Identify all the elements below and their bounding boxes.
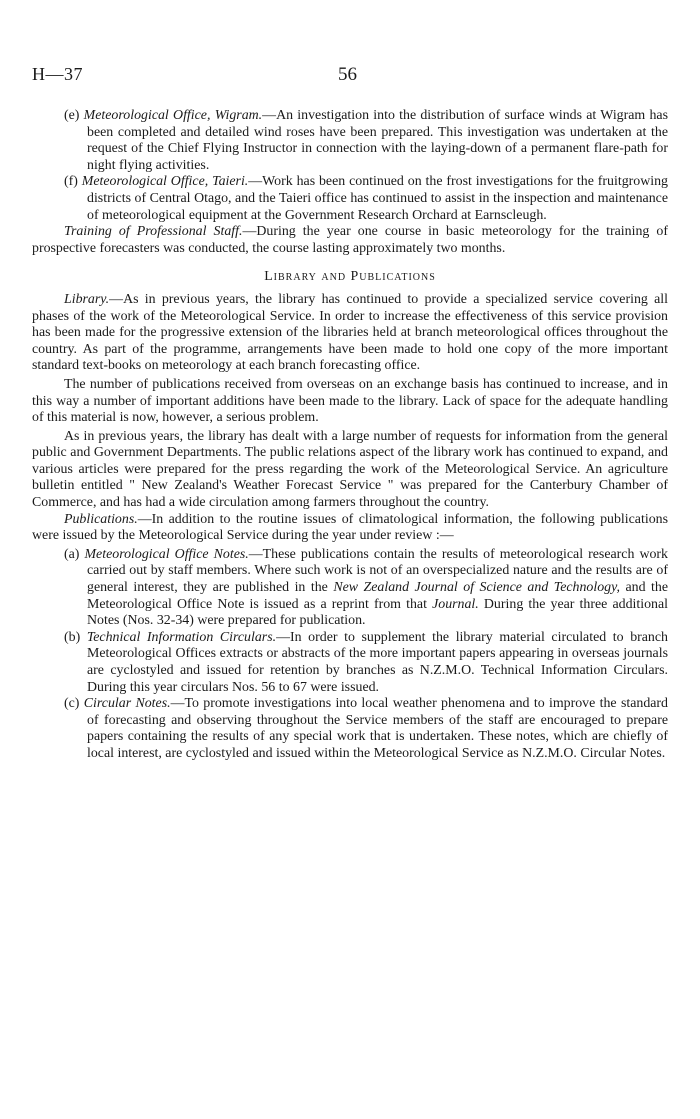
paragraph-title: Training of Professional Staff. [64,224,243,240]
item-a-office-notes: (a) Meteorological Office Notes.—These publications contain the results of meteorological research work carried out by staff members. Where such work is not of an overspecialized nature and the results are of general interest, they are published in the New Zealand Journal of Science and Technology, and the Meteorological Office Note is issued as a reprint from that Journal. During the year three additional Notes (Nos. 32-34) were prepared for publication. [64,546,669,629]
page-body [32,108,668,763]
item-c-circular-notes: (c) Circular Notes.—To promote investigations into local weather phenomena and to improve the standard of forecasting and observing throughout the Service members of the staff are encouraged to prepare papers containing the results of any special work that is undertaken. These notes, which are chiefly of local interest, are cyclostyled and issued within the Meteorological Service as N.Z.M.O. Circular Notes. [64,696,669,761]
item-title: Technical Information Circulars. [86,629,277,645]
item-title: Meteorological Office, Wigram. [83,108,263,123]
journal-title: New Zealand Journal of Science and Technology, [333,580,620,596]
paragraph-training: Training of Professional Staff.—During the year one course in basic meteorology for the training of prospective forecasters was conducted, the course lasting approximately two months. [32,224,668,256]
paragraph-publications: Publications.—In addition to the routine issues of climatological information, the following publications were issued by the Meteorological Service during the year under review :— [32,511,668,544]
paragraph-library: Library.—As in previous years, the library has continued to provide a specialized service covering all phases of the work of the Meteorological Service. In order to increase the effectiveness of this service provision has been made for the progressive extension of the libraries held at branch meteorological offices throughout the country. As part of the programme, arrangements have been made to hold one copy of the more important standard text-books on meteorology at each branch forecasting office. [32,291,668,374]
item-b-technical-circulars: (b) Technical Information Circulars.—In order to supplement the library material circulated to branch Meteorological Offices extracts or abstracts of the more important papers appearing in overseas journals are cyclostyled and issued for retention by branches as N.Z.M.O. Technical Information Circulars. During this year circulars Nos. 56 to 67 were issued. [64,629,668,695]
document-code: H—37 [32,64,83,84]
paragraph-title: Library. [64,291,110,307]
page-header [0,64,700,88]
page-number: 56 [338,64,357,85]
item-f-taieri: (f) Meteorological Office, Taieri.—Work has been continued on the frost investigations for the fruitgrowing districts of Central Otago, and the Taieri office has continued to assist in the inspection and maintenance of meteorological equipment at the Government Research Orchard at Earnscleugh. [64,174,668,223]
item-title: Meteorological Office, Taieri. [81,174,249,190]
paragraph-title: Publications. [64,511,138,527]
journal-title-short: Journal. [432,596,479,612]
section-heading: Library and Publications [264,269,436,285]
item-title: Circular Notes. [83,696,171,712]
item-e-wigram: (e) Meteorological Office, Wigram.—An investigation into the distribution of surface winds at Wigram has been completed and detailed wind roses have been prepared. This investigation was undertaken at the request of the Chief Flying Instructor in connection with the laying-down of a permanent flare-path for night flying activities. [64,108,668,173]
paragraph-exchange: The number of publications received from overseas on an exchange basis has continued to increase, and in this way a number of important additions have been made to the library. Lack of space for the adequate handling of this material is now, however, a serious problem. [32,376,668,426]
item-title: Meteorological Office Notes. [84,546,249,562]
paragraph-requests: As in previous years, the library has dealt with a large number of requests for information from the general public and Government Departments. The public relations aspect of the library work has continued to expand, and various articles were prepared for the press regarding the work of the Meteorological Service. An agriculture bulletin entitled " New Zealand's Weather Forecast Service " was prepared for the Canterbury Chamber of Commerce, and has had a wide circulation among farmers throughout the country. [32,428,668,511]
